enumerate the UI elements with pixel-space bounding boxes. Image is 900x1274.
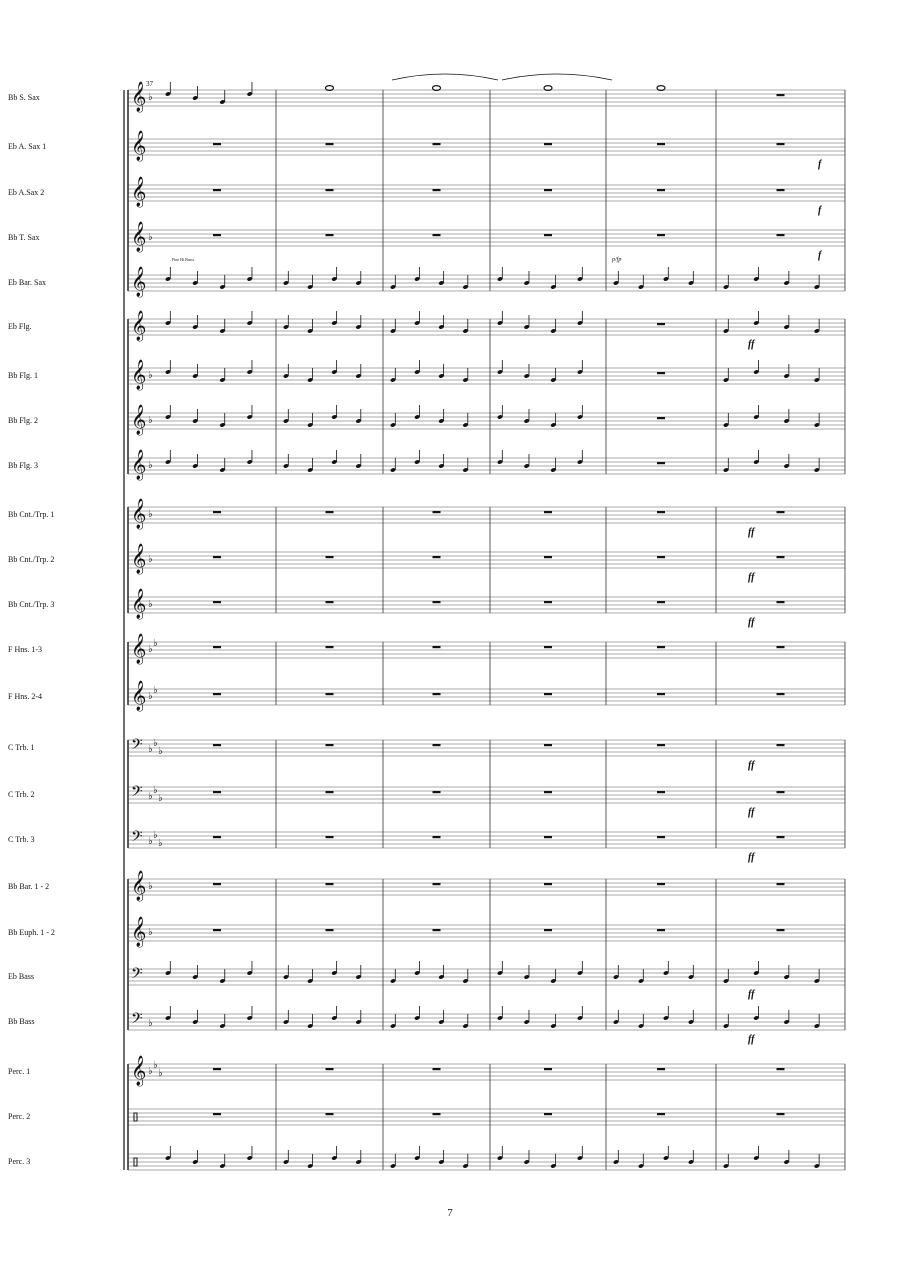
staff-label: Perc. 1: [8, 1067, 31, 1076]
treble-clef: 𝄞: [131, 267, 147, 297]
staff: [128, 916, 845, 948]
whole-rest: [213, 693, 221, 695]
whole-rest: [777, 94, 785, 96]
staff-label: Eb A. Sax 1: [8, 142, 47, 151]
whole-rest: [544, 929, 552, 931]
whole-rest: [326, 929, 334, 931]
whole-rest: [657, 1113, 665, 1115]
staff-label: Eb Bass: [8, 972, 34, 981]
whole-rest: [433, 556, 441, 558]
whole-rest: [777, 511, 785, 513]
dynamic-f: f: [818, 205, 822, 216]
whole-rest: [433, 836, 441, 838]
staff-label: C Trb. 3: [8, 835, 35, 844]
staff: [128, 961, 845, 986]
staff: [128, 588, 845, 620]
whole-rest: [544, 1068, 552, 1070]
dynamic-ff: ff: [748, 807, 755, 818]
bass-clef: 𝄢: [131, 783, 143, 804]
dynamic-ff: ff: [748, 617, 755, 628]
whole-rest: [433, 883, 441, 885]
key-flat: ♭: [158, 746, 163, 757]
whole-rest: [777, 143, 785, 145]
key-flat: ♭: [158, 838, 163, 849]
staff-label: C Trb. 1: [8, 743, 35, 752]
whole-rest: [657, 791, 665, 793]
whole-rest: [433, 1113, 441, 1115]
key-flat: ♭: [148, 370, 153, 381]
staff: [128, 176, 845, 208]
staff-label: Bb Flg. 3: [8, 461, 39, 470]
whole-rest: [433, 929, 441, 931]
staff: [128, 130, 845, 162]
whole-rest: [326, 189, 334, 191]
staff: [128, 783, 845, 804]
treble-clef: 𝄞: [131, 589, 147, 619]
key-flat: ♭: [153, 738, 158, 749]
whole-rest: [657, 323, 665, 325]
whole-rest: [777, 189, 785, 191]
whole-rest: [213, 883, 221, 885]
whole-rest: [544, 791, 552, 793]
whole-rest: [657, 417, 665, 419]
key-flat: ♭: [148, 92, 153, 103]
key-flat: ♭: [158, 793, 163, 804]
whole-rest: [213, 601, 221, 603]
staff: [128, 1109, 845, 1125]
whole-rest: [213, 511, 221, 513]
whole-rest: [544, 601, 552, 603]
whole-rest: [544, 189, 552, 191]
staff-label: Bb T. Sax: [8, 233, 40, 242]
whole-rest: [213, 1113, 221, 1115]
staff: [128, 1006, 845, 1031]
whole-rest: [326, 601, 334, 603]
staff: [128, 359, 845, 391]
key-flat: ♭: [148, 554, 153, 565]
key-flat: ♭: [158, 1068, 163, 1079]
dynamic-ff: ff: [748, 1034, 755, 1045]
whole-rest: [433, 646, 441, 648]
whole-rest: [213, 929, 221, 931]
treble-clef: 𝄞: [131, 311, 147, 341]
key-flat: ♭: [153, 785, 158, 796]
bari-sax-expression: Fine Hi Bassi: [172, 257, 194, 262]
whole-rest: [433, 791, 441, 793]
whole-rest: [544, 1113, 552, 1115]
treble-clef: 𝄞: [131, 917, 147, 947]
whole-rest: [657, 372, 665, 374]
whole-note: [657, 86, 665, 91]
treble-clef: 𝄞: [131, 222, 147, 252]
whole-rest: [657, 511, 665, 513]
whole-rest: [213, 791, 221, 793]
staff: [128, 498, 845, 530]
whole-rest: [433, 234, 441, 236]
bass-clef: 𝄢: [131, 1010, 143, 1031]
key-flat: ♭: [148, 599, 153, 610]
whole-rest: [777, 929, 785, 931]
dynamic-f: f: [818, 250, 822, 261]
whole-rest: [213, 1068, 221, 1070]
whole-rest: [433, 1068, 441, 1070]
bass-clef: 𝄢: [131, 965, 143, 986]
whole-rest: [326, 511, 334, 513]
whole-rest: [657, 462, 665, 464]
key-flat: ♭: [153, 638, 158, 649]
whole-rest: [657, 929, 665, 931]
dynamic-ff: ff: [748, 760, 755, 771]
whole-rest: [657, 556, 665, 558]
staff-label: Bb Flg. 1: [8, 371, 39, 380]
treble-clef: 𝄞: [131, 360, 147, 390]
staff-label: Bb Cnt./Trp. 2: [8, 555, 55, 564]
whole-rest: [777, 836, 785, 838]
staff-label: Bb Flg. 2: [8, 416, 39, 425]
treble-clef: 𝄞: [131, 681, 147, 711]
key-flat: ♭: [148, 460, 153, 471]
staff-label: Bb Cnt./Trp. 3: [8, 600, 55, 609]
whole-rest: [326, 883, 334, 885]
key-flat: ♭: [148, 881, 153, 892]
whole-rest: [326, 1068, 334, 1070]
whole-rest: [213, 143, 221, 145]
bass-clef: 𝄢: [131, 828, 143, 849]
whole-rest: [326, 693, 334, 695]
whole-rest: [657, 836, 665, 838]
whole-note: [326, 86, 334, 91]
staff: [128, 633, 845, 665]
staff: [128, 310, 845, 342]
whole-rest: [544, 143, 552, 145]
staff-label: Bb Cnt./Trp. 1: [8, 510, 55, 519]
whole-rest: [213, 646, 221, 648]
dynamic-ff: ff: [748, 572, 755, 583]
staff-label: Bb Bar. 1 - 2: [8, 882, 50, 891]
staff-label: Eb A.Sax 2: [8, 188, 45, 197]
treble-clef: 𝄞: [131, 544, 147, 574]
staff: [128, 81, 845, 113]
staff-label: Eb Flg.: [8, 322, 32, 331]
bar-number: 37: [146, 80, 153, 88]
key-flat: ♭: [148, 691, 153, 702]
whole-rest: [777, 791, 785, 793]
whole-rest: [657, 693, 665, 695]
whole-rest: [213, 189, 221, 191]
treble-clef: 𝄞: [131, 82, 147, 112]
staff-label: Eb Bar. Sax: [8, 278, 46, 287]
whole-rest: [433, 744, 441, 746]
treble-clef: 𝄞: [131, 450, 147, 480]
page-number: 7: [447, 1207, 453, 1219]
treble-clef: 𝄞: [131, 1056, 147, 1086]
whole-rest: [544, 693, 552, 695]
staff: [128, 1146, 845, 1170]
whole-rest: [326, 143, 334, 145]
key-flat: ♭: [148, 791, 153, 802]
whole-rest: [777, 1068, 785, 1070]
staff: [128, 870, 845, 902]
whole-rest: [657, 744, 665, 746]
dynamic-ff: ff: [748, 852, 755, 863]
whole-rest: [544, 883, 552, 885]
treble-clef: 𝄞: [131, 405, 147, 435]
treble-clef: 𝄞: [131, 634, 147, 664]
staff: [128, 266, 845, 298]
whole-rest: [657, 646, 665, 648]
key-flat: ♭: [148, 415, 153, 426]
whole-rest: [326, 556, 334, 558]
treble-clef: 𝄞: [131, 177, 147, 207]
whole-rest: [544, 836, 552, 838]
whole-rest: [433, 601, 441, 603]
whole-rest: [326, 234, 334, 236]
whole-rest: [657, 143, 665, 145]
whole-rest: [657, 234, 665, 236]
staff-label: Bb S. Sax: [8, 93, 40, 102]
whole-rest: [326, 836, 334, 838]
whole-rest: [433, 511, 441, 513]
whole-rest: [657, 1068, 665, 1070]
key-flat: ♭: [148, 1066, 153, 1077]
whole-rest: [326, 791, 334, 793]
whole-rest: [777, 601, 785, 603]
whole-rest: [544, 646, 552, 648]
key-flat: ♭: [148, 1018, 153, 1029]
staff: [128, 543, 845, 575]
whole-rest: [544, 744, 552, 746]
staff: [128, 404, 845, 436]
whole-rest: [213, 234, 221, 236]
whole-note: [544, 86, 552, 91]
staff-label: Bb Euph. 1 - 2: [8, 928, 55, 937]
tie: [392, 74, 498, 80]
key-flat: ♭: [148, 927, 153, 938]
tie: [502, 74, 612, 80]
dynamic-ff: ff: [748, 989, 755, 1000]
staff-label: Bb Bass: [8, 1017, 35, 1026]
whole-rest: [544, 234, 552, 236]
staff: [128, 221, 845, 253]
whole-rest: [326, 744, 334, 746]
staff: [128, 736, 845, 757]
bari-sax-dynamic: p/fp: [612, 257, 622, 263]
dynamic-f: f: [818, 159, 822, 170]
staff-label: F Hns. 1-3: [8, 645, 43, 654]
key-flat: ♭: [148, 232, 153, 243]
whole-rest: [433, 143, 441, 145]
staff: [128, 1055, 845, 1087]
key-flat: ♭: [148, 644, 153, 655]
whole-rest: [777, 1113, 785, 1115]
treble-clef: 𝄞: [131, 871, 147, 901]
whole-rest: [433, 189, 441, 191]
key-flat: ♭: [148, 836, 153, 847]
dynamic-ff: ff: [748, 339, 755, 350]
key-flat: ♭: [148, 744, 153, 755]
whole-rest: [213, 556, 221, 558]
treble-clef: 𝄞: [131, 131, 147, 161]
whole-rest: [777, 883, 785, 885]
whole-rest: [657, 883, 665, 885]
whole-rest: [433, 693, 441, 695]
dynamic-ff: ff: [748, 527, 755, 538]
whole-rest: [777, 556, 785, 558]
key-flat: ♭: [153, 1060, 158, 1071]
whole-rest: [777, 744, 785, 746]
whole-rest: [777, 234, 785, 236]
bass-clef: 𝄢: [131, 736, 143, 757]
staff: [128, 449, 845, 481]
whole-rest: [326, 1113, 334, 1115]
staff-label: Perc. 3: [8, 1157, 31, 1166]
whole-rest: [657, 601, 665, 603]
whole-note: [433, 86, 441, 91]
whole-rest: [213, 744, 221, 746]
staff: [128, 680, 845, 712]
key-flat: ♭: [153, 830, 158, 841]
whole-rest: [777, 646, 785, 648]
staff-label: F Hns. 2-4: [8, 692, 43, 701]
staff-label: Perc. 2: [8, 1112, 31, 1121]
key-flat: ♭: [153, 685, 158, 696]
key-flat: ♭: [148, 509, 153, 520]
staff: [128, 828, 845, 849]
staff-label: C Trb. 2: [8, 790, 35, 799]
whole-rest: [657, 189, 665, 191]
treble-clef: 𝄞: [131, 499, 147, 529]
whole-rest: [544, 511, 552, 513]
whole-rest: [326, 646, 334, 648]
whole-rest: [213, 836, 221, 838]
whole-rest: [777, 693, 785, 695]
whole-rest: [544, 556, 552, 558]
